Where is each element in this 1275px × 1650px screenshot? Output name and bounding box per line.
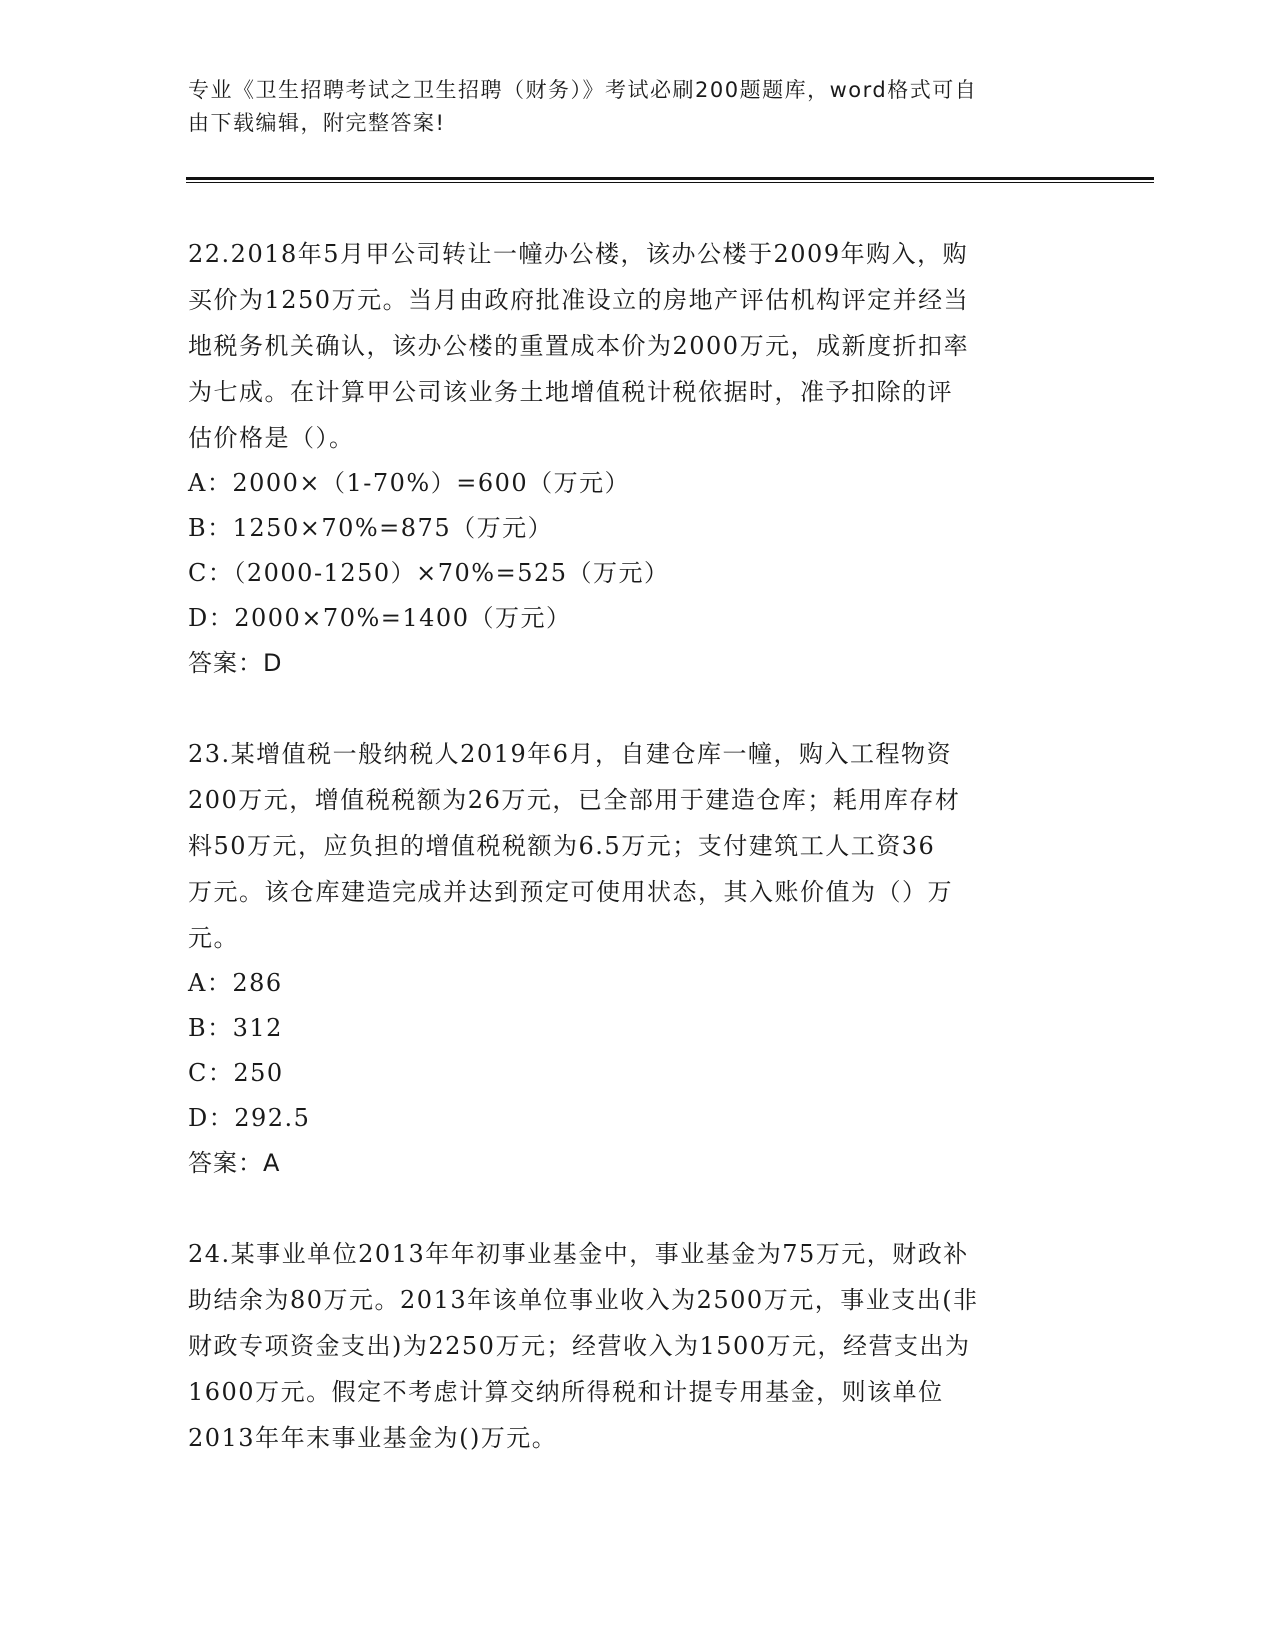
stem-line: 为七成。在计算甲公司该业务土地增值税计税依据时，准予扣除的评 (188, 378, 953, 406)
stem-line: 1600万元。假定不考虑计算交纳所得税和计提专用基金，则该单位 (188, 1378, 944, 1406)
option-b: B：312 (188, 1014, 283, 1042)
document-header (188, 74, 1078, 140)
stem-line: 元。 (188, 924, 239, 952)
stem-line: 200万元，增值税税额为26万元，已全部用于建造仓库；耗用库存材 (188, 786, 961, 814)
stem-line: 料50万元，应负担的增值税税额为6.5万元；支付建筑工人工资36 (188, 832, 936, 860)
stem-line: 万元。该仓库建造完成并达到预定可使用状态，其入账价值为（）万 (188, 878, 953, 906)
option-d: D：2000×70%=1400（万元） (188, 604, 572, 632)
question-stem (188, 731, 1078, 961)
question-stem (188, 1231, 1078, 1461)
stem-line: 24.某事业单位2013年年初事业基金中，事业基金为75万元，财政补 (188, 1240, 969, 1268)
option-b: B：1250×70%=875（万元） (188, 514, 554, 542)
stem-line: 财政专项资金支出)为2250万元；经营收入为1500万元，经营支出为 (188, 1332, 971, 1360)
question-24 (188, 1231, 1078, 1461)
stem-line: 买价为1250万元。当月由政府批准设立的房地产评估机构评定并经当 (188, 286, 970, 314)
question-23 (188, 731, 1078, 1186)
option-a: A：2000×（1-70%）=600（万元） (188, 469, 631, 497)
stem-line: 23.某增值税一般纳税人2019年6月，自建仓库一幢，购入工程物资 (188, 740, 953, 768)
answer-key: 答案：D (188, 649, 283, 677)
stem-line: 助结余为80万元。2013年该单位事业收入为2500万元，事业支出(非 (188, 1286, 979, 1314)
stem-line: 2013年年末事业基金为()万元。 (188, 1424, 558, 1452)
header-line: 由下载编辑，附完整答案! (188, 111, 446, 135)
option-c: C：（2000-1250）×70%=525（万元） (188, 559, 670, 587)
stem-line: 地税务机关确认，该办公楼的重置成本价为2000万元，成新度折扣率 (188, 332, 970, 360)
question-stem (188, 231, 1078, 461)
stem-line: 22.2018年5月甲公司转让一幢办公楼，该办公楼于2009年购入，购 (188, 240, 969, 268)
header-line: 专业《卫生招聘考试之卫生招聘（财务）》考试必刷200题题库，word格式可自 (188, 78, 978, 102)
option-a: A：286 (188, 969, 283, 997)
option-c: C：250 (188, 1059, 284, 1087)
stem-line: 估价格是（）。 (188, 424, 355, 452)
header-divider-thin (186, 182, 1154, 183)
question-22 (188, 231, 1078, 686)
answer-key: 答案：A (188, 1149, 281, 1177)
header-divider (186, 177, 1154, 180)
option-d: D：292.5 (188, 1104, 311, 1132)
